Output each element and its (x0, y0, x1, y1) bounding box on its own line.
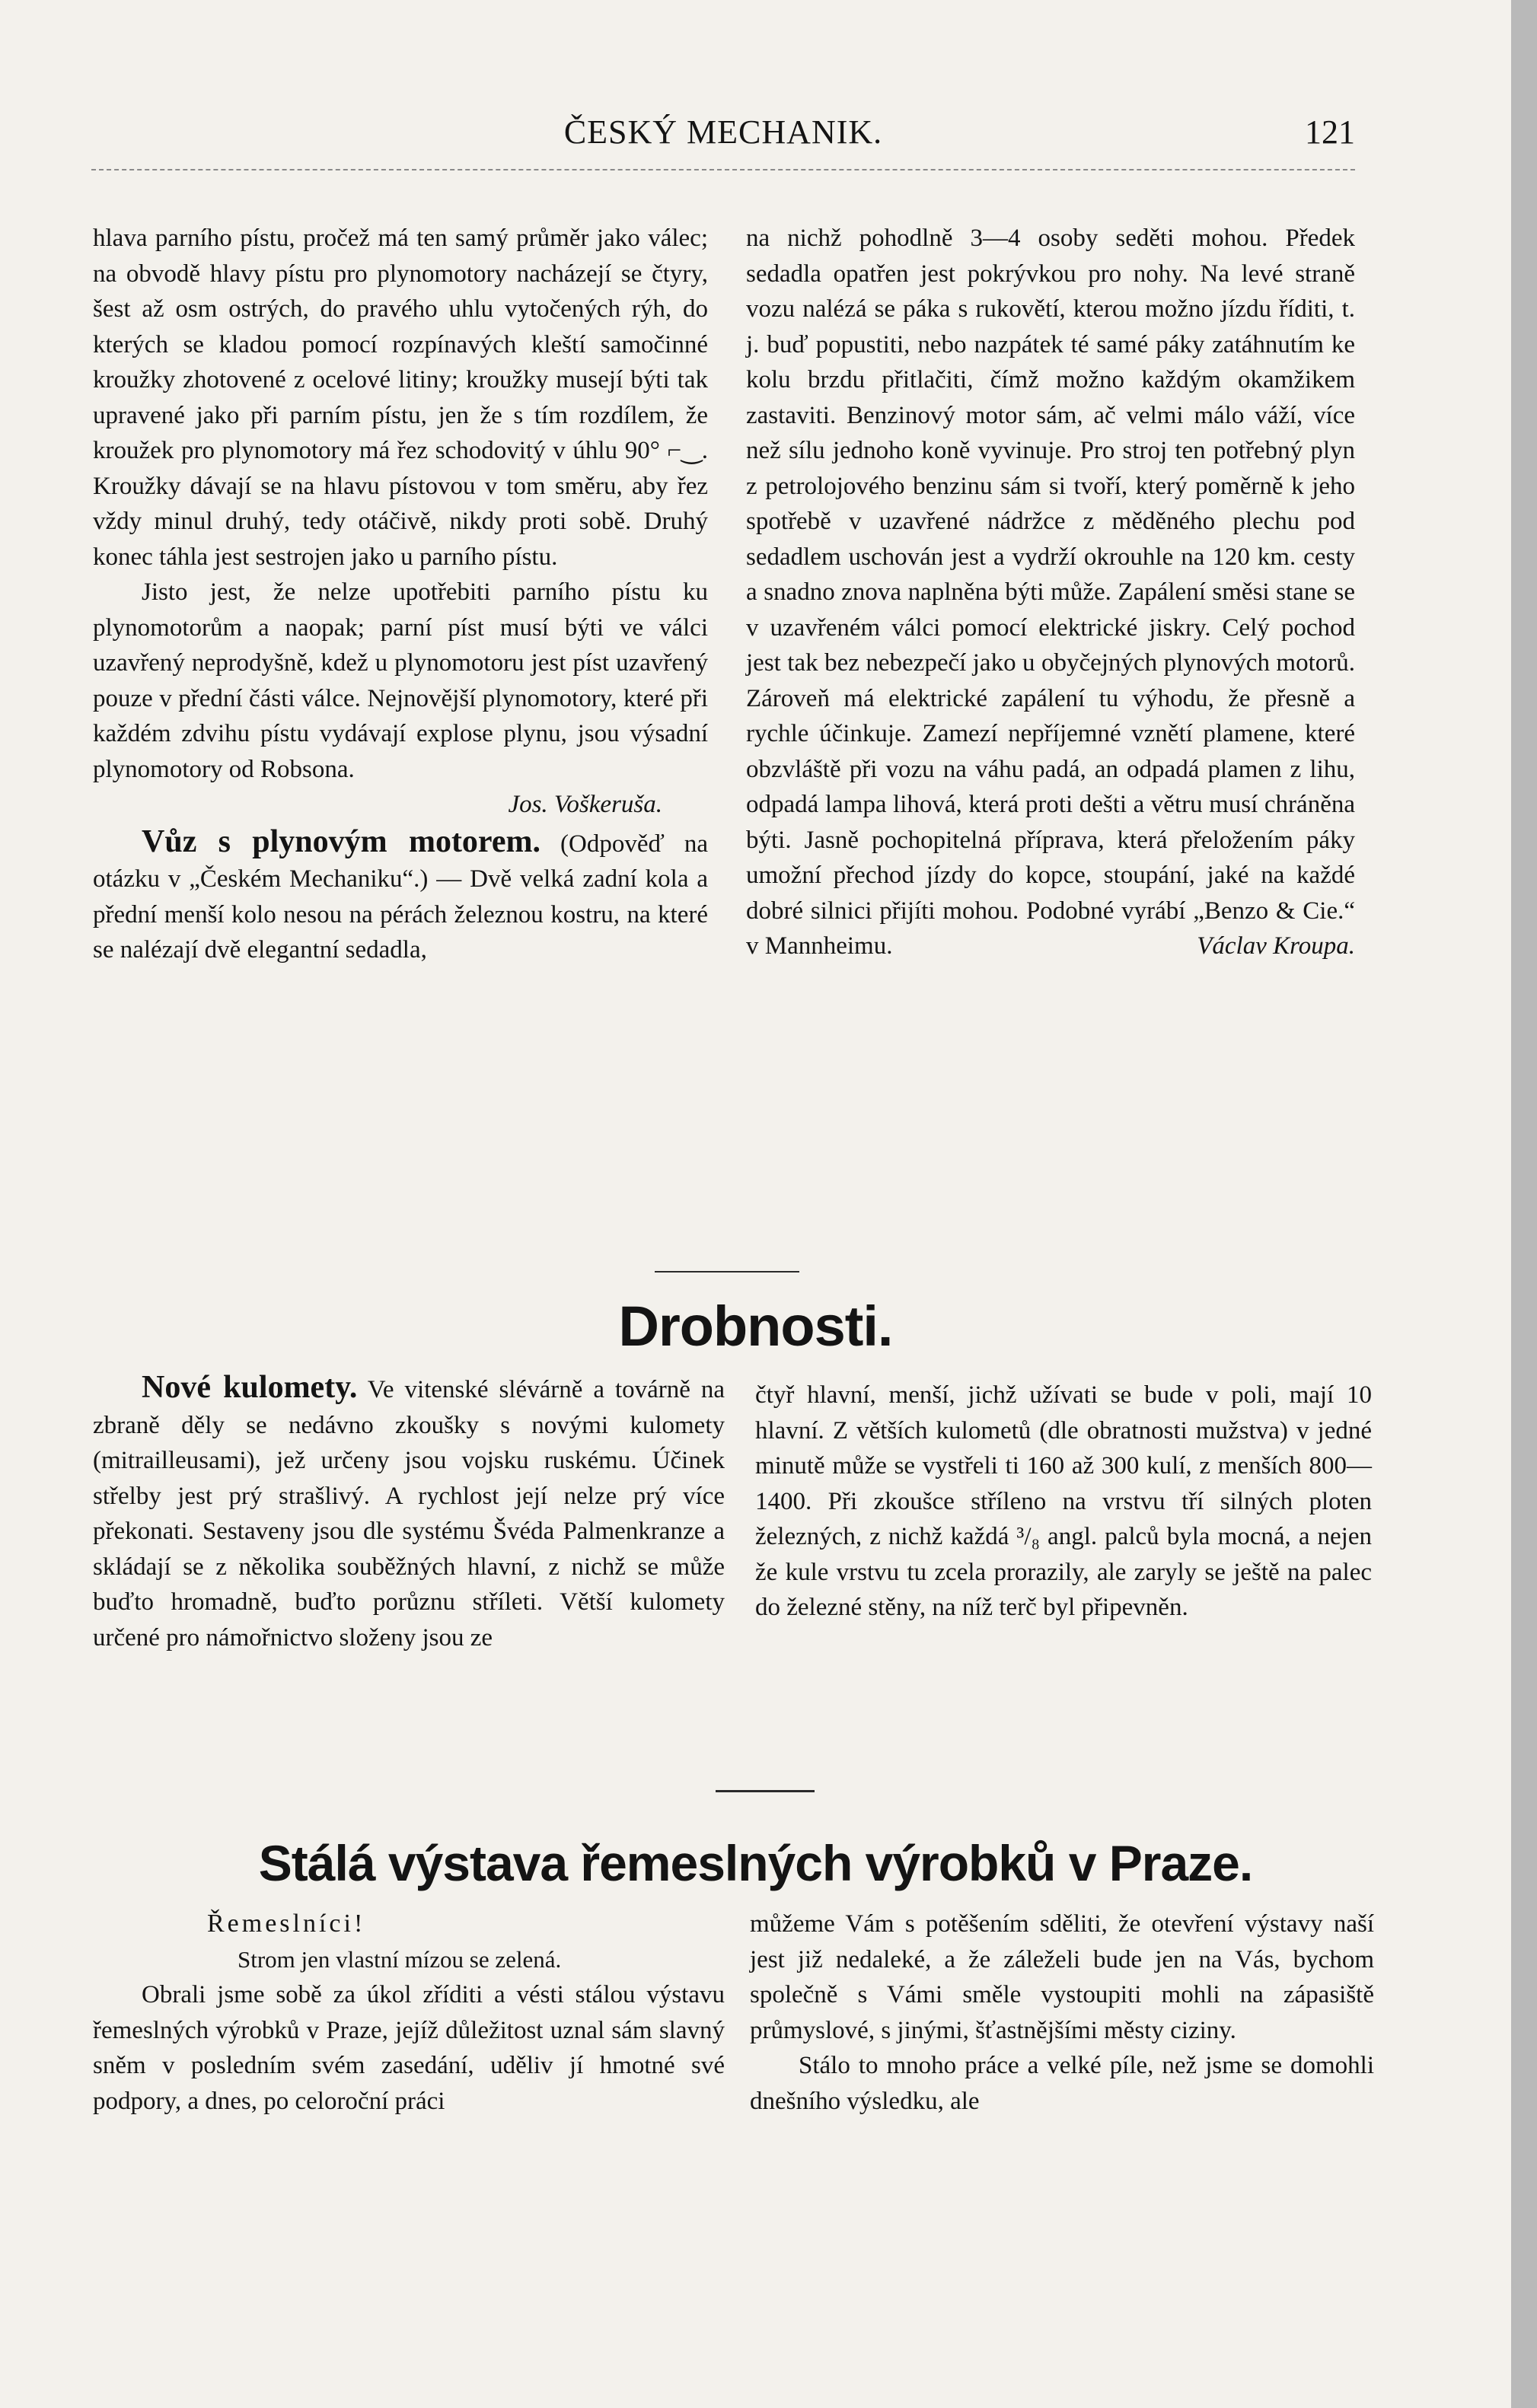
vystava-heading: Stálá výstava řemeslných výrobků v Praze. (258, 1835, 1253, 1891)
kulomety-right-column (755, 1378, 1372, 1626)
car-article-author: Václav Kroupa. (1197, 932, 1355, 960)
journal-title: ČESKÝ MECHANIK. (563, 113, 883, 151)
vystava-text-right: můžeme Vám s potěšením sděliti, že otevření výstavy naší jest již nedaleké, a že záleželi bude jen na Vás, bychom společně s Vámi směle vystoupiti mohli na zápasiště průmyslové, s jinými, šťastnějšími městy ciziny. (750, 1910, 1374, 2044)
kulomety-left-column (93, 1370, 725, 1655)
kulomety-text-right: čtyř hlavní, menší, jichž užívati se bude v poli, mají 10 hlavní. Z větších kulometů (dle obratnosti mužstva) v jedné minutě může se vystřeli ti 160 až 300 kulí, z menších 800—1400. Při zkoušce stříleno na vrstvu tří silných ploten železných, z nichž každá ³/₈ angl. palců byla mocná, a nejen že kule vrstvu tu zcela prorazily, ale zaryly se ještě na palec do železné stěny, na níž terč byl připevněn. (755, 1381, 1372, 1621)
vystava-right-column (750, 1906, 1374, 2119)
vystava-left-column (93, 1906, 725, 2119)
piston-article-text: hlava parního pístu, pročež má ten samý průměr jako válec; na obvodě hlavy pístu pro plynomotory nacházejí se čtyry, šest až osm ostrých, do pravého uhlu vytočených rýh, do kterých se kladou pomocí rozpínavých kleští samočinné kroužky zhotovené z ocelové litiny; kroužky musejí býti tak upravené jako při parním pístu, jen že s tím rozdílem, že kroužek pro plynomotory má řez schodovitý v úhlu 90° ⌐‿. Kroužky dávají se na hlavu pístovou v tom směru, aby řez vždy minul druhý, tedy otáčivě, nikdy proti sobě. Druhý konec táhla jest sestrojen jako u parního pístu. (93, 225, 708, 571)
car-article-heading: Vůz s plynovým motorem. (142, 823, 541, 859)
page-number: 121 (1305, 113, 1355, 151)
vystava-greeting: Řemeslníci! (207, 1910, 366, 1938)
header-rule (91, 169, 1355, 170)
section-divider-1 (655, 1271, 799, 1272)
car-article-text-right: na nichž pohodlně 3—4 osoby seděti mohou. Předek sedadla opatřen jest pokrývkou pro nohy. Na levé straně vozu nalézá se páka s rukovětí, kterou možno jízdu říditi, t. j. buď popustiti, nebo nazpátek té samé páky zatáhnutím ke kolu brzdu přitlačiti, čímž možno každým okamžikem zastaviti. Benzinový motor sám, ač velmi málo váží, více než sílu jednoho koně vyvinuje. Pro stroj ten potřebný plyn z petrolojového benzinu sám si tvoří, který poměrně k jeho spotřebě v uzavřené nádržce z měděného plechu pod sedadlem uschován jest a vydrží okrouhle na 120 km. cesty a snadno znova naplněna býti může. Zapálení směsi stane se v uzavřeném válci pomocí elektrické jiskry. Celý pochod jest tak bez nebezpečí jako u obyčejných plynových motorů. Zároveň má elektrické zapálení tu výhodu, že přesně a rychle účinkuje. Zamezí nepříjemné vznětí plamene, které obzvláště při vozu na váhu padá, an odpadá plamen z lihu, odpadá lampa lihová, která proti dešti a větru musí chráněna býti. Jasně pochopitelná příprava, která přeložením páky umožní přechod jízdy do kopce, stoupání, jaké na každé dobré silnici přijíti mohou. Podobné vyrábí „Benzo & Cie.“ v Mannheimu. (746, 225, 1355, 960)
right-column-top (746, 221, 1355, 964)
section-divider-2 (716, 1790, 815, 1792)
vystava-text-right-2: Stálo to mnoho práce a velké píle, než jsme se domohli dnešního výsledku, ale (750, 2052, 1374, 2115)
piston-article-paragraph-2: Jisto jest, že nelze upotřebiti parního pístu ku plynomotorům a naopak; parní píst musí býti ve válci uzavřený neprodyšně, kdež u plynomotoru jest píst uzavřený pouze v přední části válce. Nejnovější plynomotory, které při každém zdvihu pístu vydávají explose plynu, jsou výsadní plynomotory od Robsona. (93, 578, 708, 783)
kulomety-heading: Nové kulomety. (142, 1370, 358, 1405)
car-article-text-left: (Odpověď na otázku v „Českém Mechaniku“.) — Dvě velká zadní kola a přední menší kolo nesou na pérách železnou kostru, na které se nalézají dvě elegantní sedadla, (93, 830, 709, 964)
piston-article-author: Jos. Voškeruša. (508, 791, 662, 818)
running-header (91, 113, 1355, 166)
drobnosti-heading: Drobnosti. (618, 1295, 893, 1358)
vystava-text-left: Obrali jsme sobě za úkol zříditi a vésti stálou výstavu řemeslných výrobků v Praze, jejíž důležitost uznal sám slavný sněm v posledním svém zasedání, uděliv jí hmotné své podpory, a dnes, po celoroční práci (93, 1981, 725, 2115)
kulomety-text-left: Ve vitenské slévárně a továrně na zbraně děly se nedávno zkoušky s novými kulomety (mitrailleusami), jež určeny jsou vojsku ruskému. Účinek střelby jest prý strašlivý. A rychlost její nelze prý více překonati. Sestaveny jsou dle systému Švéda Palmenkranze a skládají se z několika souběžných hlavní, z nichž se může buďto hromadně, buďto porůznu stříleti. Větší kulomety určené pro námořnictvo složeny jsou ze (93, 1376, 725, 1652)
vystava-motto: Strom jen vlastní mízou se zelená. (238, 1945, 562, 1973)
left-column-top (93, 221, 708, 968)
